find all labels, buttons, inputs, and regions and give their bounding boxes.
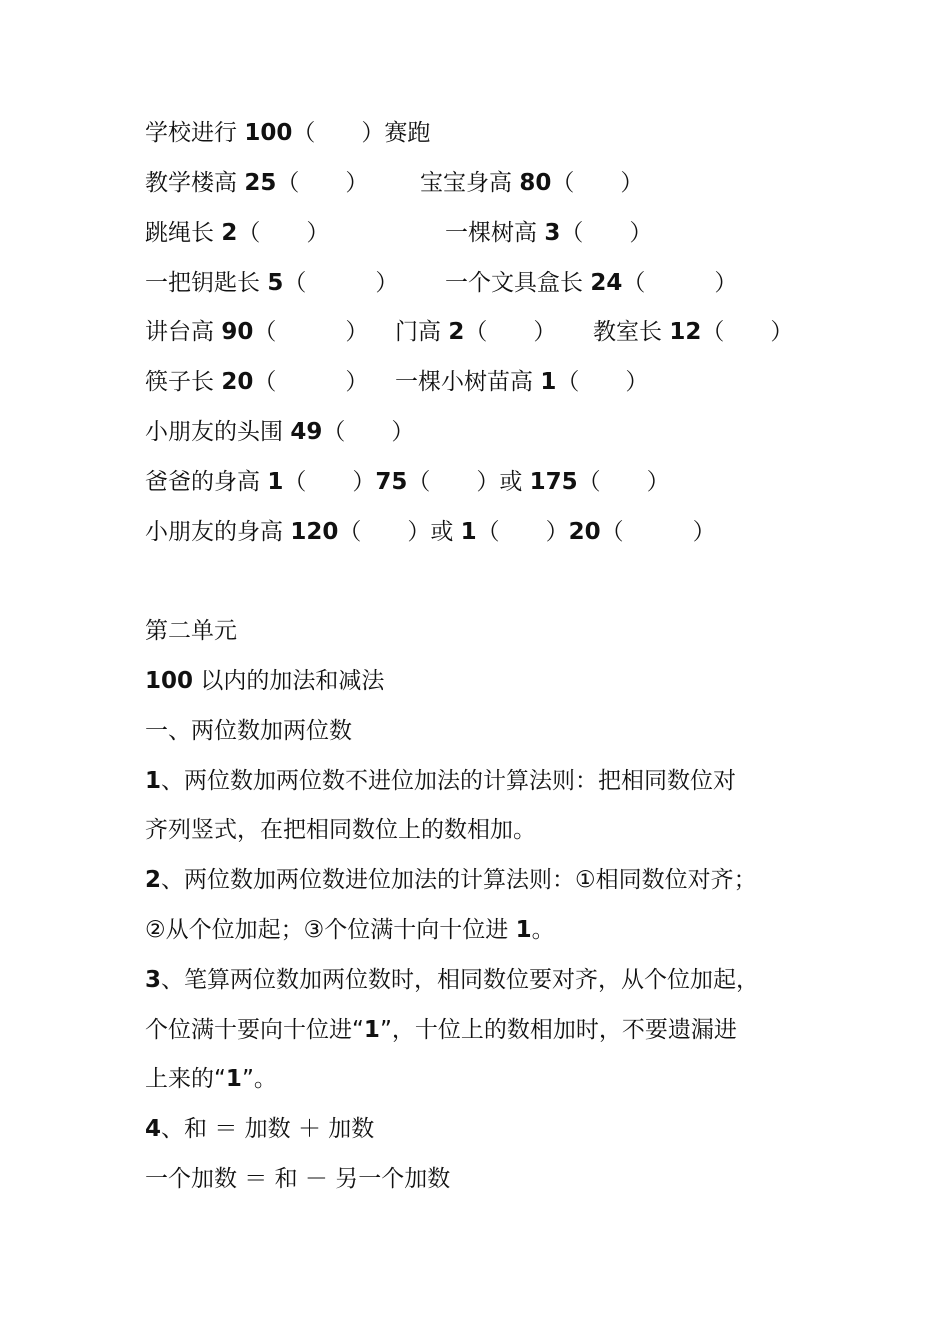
rule-3-line-2: 个位满十要向十位进“1”，十位上的数相加时，不要遗漏进 bbox=[145, 1017, 737, 1043]
formula-addend: 一个加数 ＝ 和 － 另一个加数 bbox=[145, 1166, 451, 1192]
rule-1-line-2: 齐列竖式，在把相同数位上的数相加。 bbox=[145, 817, 536, 843]
exercise-line-5 bbox=[145, 312, 794, 352]
exercise-item: 小朋友的身高 120（ ）或 1（ ）20（ ） bbox=[145, 519, 716, 545]
exercise-item: 一个文具盒长 24（ ） bbox=[445, 270, 738, 296]
exercise-line-6 bbox=[145, 362, 649, 402]
unit-heading: 第二单元 bbox=[145, 618, 237, 644]
rule-3-line-3: 上来的“1”。 bbox=[145, 1066, 277, 1092]
exercise-item: 宝宝身高 80（ ） bbox=[420, 170, 644, 196]
exercise-line-9 bbox=[145, 512, 716, 552]
unit-title: 100 以内的加法和减法 bbox=[145, 668, 385, 694]
rule-2-line-1: 2、两位数加两位数进位加法的计算法则：①相同数位对齐； bbox=[145, 867, 757, 893]
exercise-item: 一把钥匙长 5（ ） bbox=[145, 270, 399, 296]
exercise-item: 爸爸的身高 1（ ）75（ ）或 175（ ） bbox=[145, 469, 670, 495]
exercise-item: 一棵小树苗高 1（ ） bbox=[395, 369, 649, 395]
rule-3-line-1: 3、笔算两位数加两位数时，相同数位要对齐，从个位加起， bbox=[145, 967, 760, 993]
section-heading: 一、两位数加两位数 bbox=[145, 718, 352, 744]
formula-sum: 4、和 ＝ 加数 ＋ 加数 bbox=[145, 1116, 375, 1142]
exercise-item: 教学楼高 25（ ） bbox=[145, 170, 369, 196]
exercise-line-4 bbox=[145, 263, 738, 303]
exercise-item: 教室长 12（ ） bbox=[593, 319, 794, 345]
exercise-item: 门高 2（ ） bbox=[395, 319, 557, 345]
exercise-item: 学校进行 100（ ）赛跑 bbox=[145, 120, 431, 146]
exercise-item: 跳绳长 2（ ） bbox=[145, 220, 330, 246]
exercise-line-2 bbox=[145, 163, 644, 203]
exercise-line-7 bbox=[145, 412, 415, 452]
exercise-line-8 bbox=[145, 462, 670, 502]
exercise-item: 一棵树高 3（ ） bbox=[445, 220, 653, 246]
rule-1-line-1: 1、两位数加两位数不进位加法的计算法则：把相同数位对 bbox=[145, 768, 737, 794]
exercise-line-3 bbox=[145, 213, 653, 253]
exercise-item: 筷子长 20（ ） bbox=[145, 369, 369, 395]
exercise-item: 小朋友的头围 49（ ） bbox=[145, 419, 415, 445]
exercise-line-1 bbox=[145, 113, 431, 153]
rule-2-line-2: ②从个位加起；③个位满十向十位进 1。 bbox=[145, 917, 555, 943]
exercise-item: 讲台高 90（ ） bbox=[145, 319, 369, 345]
